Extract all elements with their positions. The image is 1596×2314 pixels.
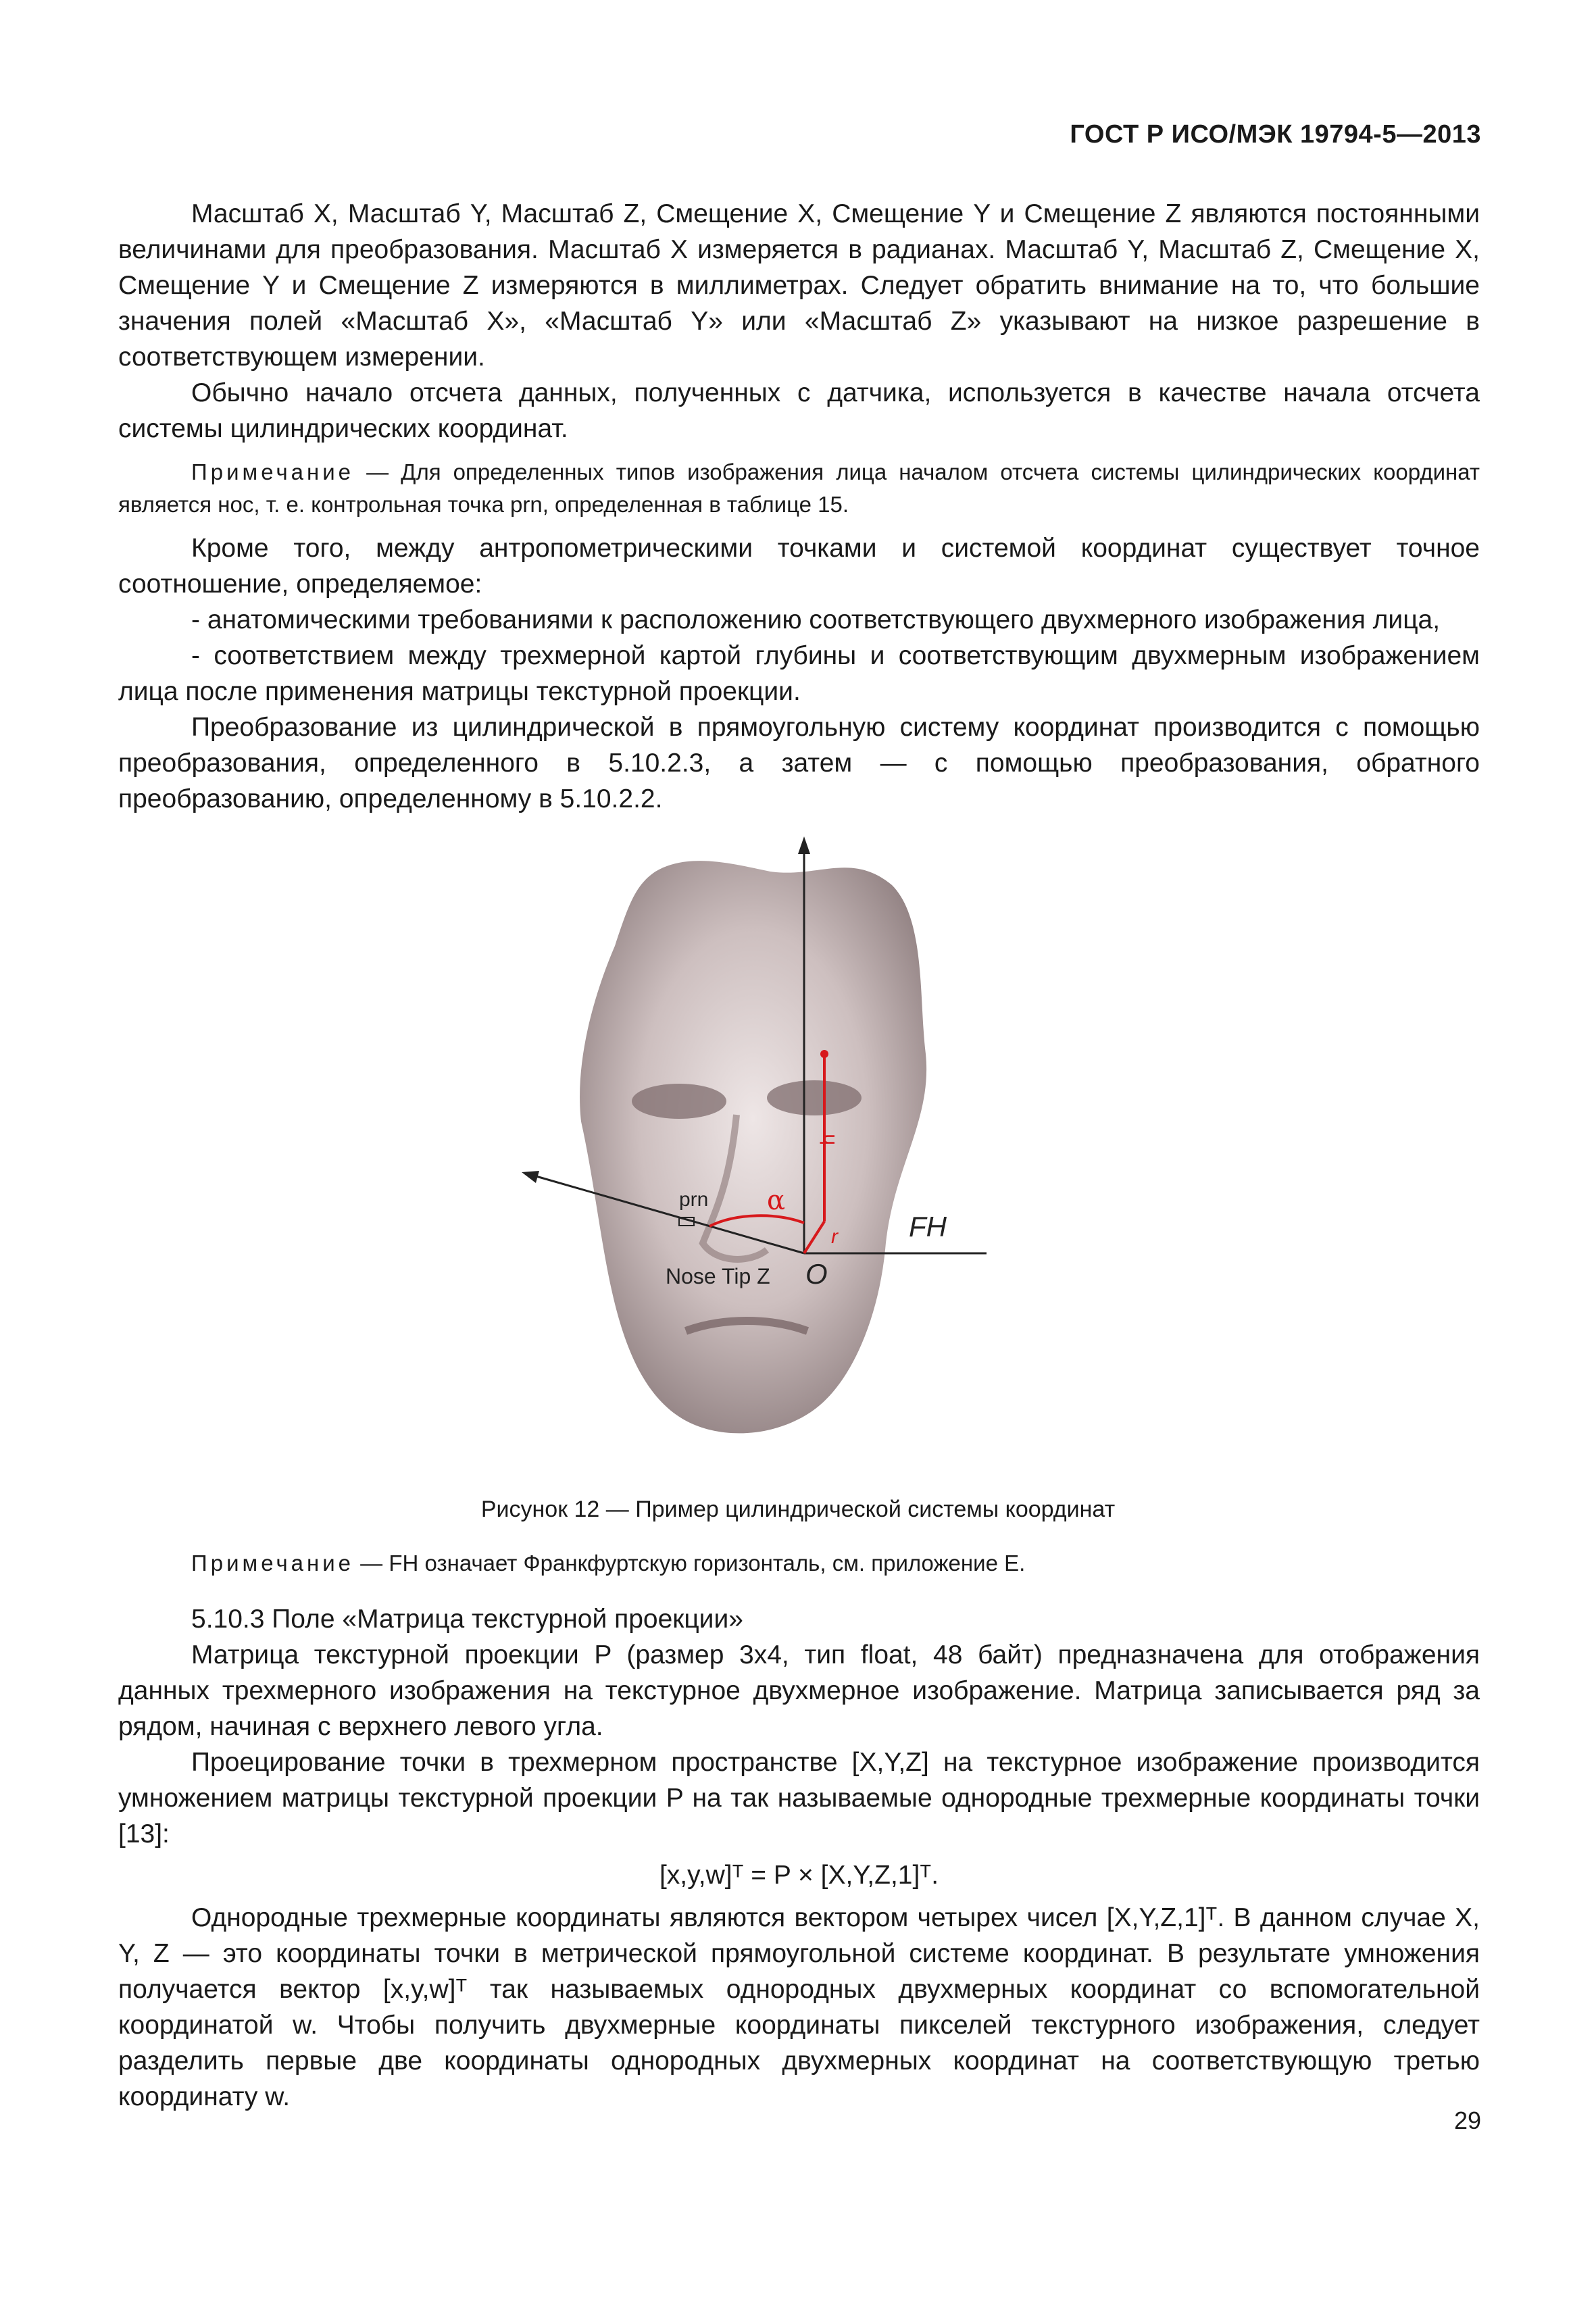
section-title: 5.10.3 Поле «Матрица текстурной проекции» <box>191 1605 743 1634</box>
figure-caption: Рисунок 12 — Пример цилиндрической системы координат <box>480 1496 1116 1522</box>
h-point <box>820 1050 828 1058</box>
label-r: r <box>831 1226 838 1248</box>
label-origin: O <box>805 1258 828 1290</box>
text-block-top <box>118 196 1480 817</box>
paragraph-scales: Масштаб X, Масштаб Y, Масштаб Z, Смещение X, Смещение Y и Смещение Z являются постоянными величинами для преобразования. Масштаб X измеряется в радианах. Масштаб Y, Масштаб Z, Смещение X, Смещение Y и Смещение Z измеряются в миллиметрах. Следует обратить внимание на то, что большие значения полей «Масштаб X», «Масштаб Y» или «Масштаб Z» указывают на низкое разрешение в соответствующем измерении. <box>118 199 1480 372</box>
note-1-label: Примечание <box>191 459 355 484</box>
label-alpha: α <box>767 1185 786 1216</box>
note-2 <box>118 1547 1480 1580</box>
formula: [x,y,w]ᵀ = P × [X,Y,Z,1]ᵀ. <box>659 1861 939 1890</box>
paragraph-homogeneous: Однородные трехмерные координаты являются вектором четырех чисел [X,Y,Z,1]ᵀ. В данном случае X, Y, Z — это координаты точки в метрической прямоугольной системе координат. В результате умножения получается вектор [x,y,w]ᵀ так называемых однородных двухмерных координат со вспомогательной координатой w. Чтобы получить двухмерные координаты пикселей текстурного изображения, следует разделить первые две координаты однородных двухмерных координат на соответствующую третью координату w. <box>118 1903 1480 2111</box>
label-fh: FH <box>909 1211 947 1242</box>
note-1 <box>118 456 1480 521</box>
paragraph-relation: Кроме того, между антропометрическими точками и системой координат существует точное соотношение, определяемое: <box>118 534 1480 599</box>
text-block-bottom <box>118 1547 1480 2115</box>
document-header: ГОСТ Р ИСО/МЭК 19794-5—2013 <box>1070 120 1481 149</box>
note-2-text: — FH означает Франкфуртскую горизонталь, см. приложение Е. <box>354 1551 1026 1576</box>
paragraph-projection: Проецирование точки в трехмерном пространстве [X,Y,Z] на текстурное изображение производится умножением матрицы текстурной проекции P на так называемые однородные трехмерные координаты точки [13]: <box>118 1748 1480 1848</box>
note-1-text: — Для определенных типов изображения лица началом отсчета системы цилиндрических координат является нос, т. е. контрольная точка prn, определенная в таблице 15. <box>118 459 1480 517</box>
face-diagram <box>514 831 987 1480</box>
note-2-label: Примечание <box>191 1551 355 1576</box>
right-eye <box>767 1080 862 1115</box>
label-prn: prn <box>679 1188 709 1211</box>
label-nose-tip: Nose Tip Z <box>666 1264 770 1288</box>
figure-cylindrical-coordinates <box>514 831 987 1480</box>
depth-arrow-head <box>522 1171 539 1183</box>
bullet-anatomic: - анатомическими требованиями к расположению соответствующего двухмерного изображения лица, <box>191 605 1441 634</box>
page-number: 29 <box>1453 2107 1481 2134</box>
face-shape <box>580 861 926 1433</box>
vertical-arrow-head <box>798 836 810 854</box>
label-h: h <box>817 1134 839 1145</box>
bullet-depth-map: - соответствием между трехмерной картой глубины и соответствующим двухмерным изображением лица после применения матрицы текстурной проекции. <box>118 641 1480 706</box>
paragraph-origin: Обычно начало отсчета данных, полученных с датчика, используется в качестве начала отсчета системы цилиндрических координат. <box>118 378 1480 443</box>
paragraph-transform: Преобразование из цилиндрической в прямоугольную систему координат производится с помощью преобразования, определенного в 5.10.2.3, а затем — с помощью преобразования, обратного преобразованию, определенному в 5.10.2.2. <box>118 713 1480 813</box>
paragraph-matrix: Матрица текстурной проекции P (размер 3x4, тип float, 48 байт) предназначена для отображения данных трехмерного изображения на текстурное двухмерное изображение. Матрица записывается ряд за рядом, начиная с верхнего левого угла. <box>118 1640 1480 1741</box>
left-eye <box>632 1084 726 1119</box>
